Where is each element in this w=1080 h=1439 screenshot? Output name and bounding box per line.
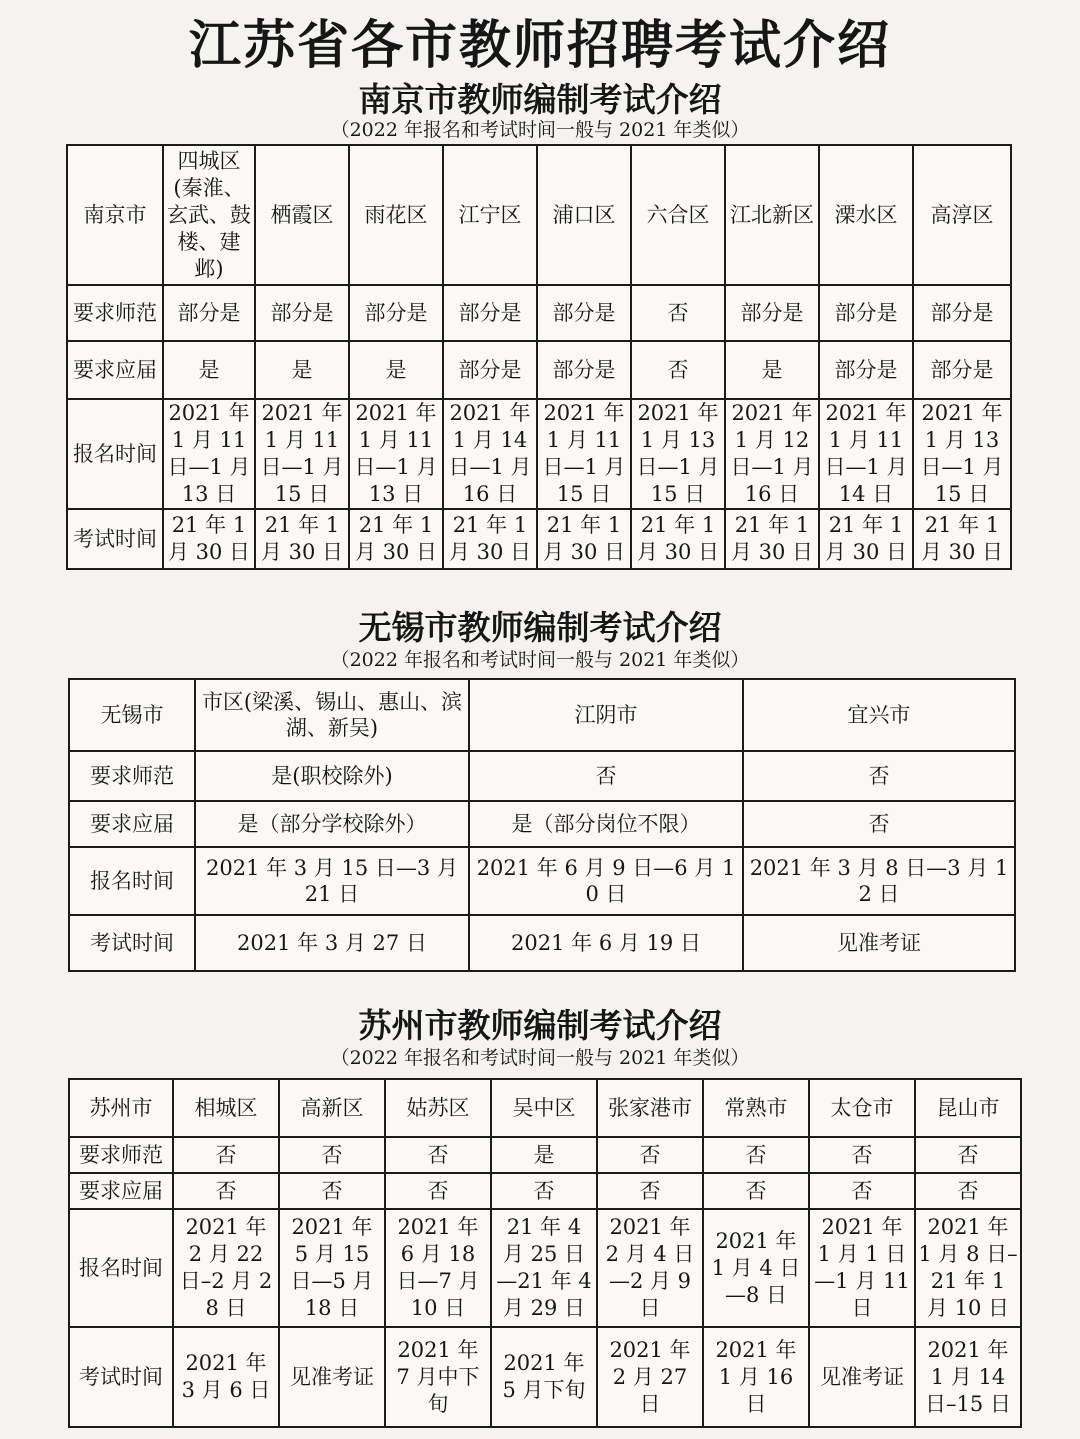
table-cell: 2021 年 6 月 9 日—6 月 10 日 xyxy=(469,847,743,915)
table-cell: 2021 年 2 月 4 日—2 月 9 日 xyxy=(597,1209,703,1327)
table-cell: 否 xyxy=(385,1173,491,1209)
table-cell: 2021 年 6 月 19 日 xyxy=(469,915,743,971)
suzhou-col-header: 太仓市 xyxy=(809,1079,915,1137)
nanjing-table xyxy=(66,144,1012,570)
table-row xyxy=(69,1137,1021,1173)
table-cell: 2021 年 1 月 13 日—1 月 15 日 xyxy=(631,399,725,509)
table-cell: 部分是 xyxy=(913,285,1011,341)
suzhou-col-header: 常熟市 xyxy=(703,1079,809,1137)
table-cell: 否 xyxy=(703,1137,809,1173)
table-cell: 2021 年 1 月 11 日—1 月 13 日 xyxy=(163,399,255,509)
table-cell: 21 年 1 月 30 日 xyxy=(725,509,819,569)
table-cell: 部分是 xyxy=(443,285,537,341)
table-row xyxy=(67,399,1011,509)
table-cell: 是 xyxy=(491,1137,597,1173)
nanjing-col-header: 溧水区 xyxy=(819,145,913,285)
table-row xyxy=(69,847,1015,915)
table-cell: 2021 年 1 月 8 日–21 年 1 月 10 日 xyxy=(915,1209,1021,1327)
row-label: 报名时间 xyxy=(69,1209,173,1327)
table-row xyxy=(69,1209,1021,1327)
row-label: 要求师范 xyxy=(69,751,195,801)
table-cell: 部分是 xyxy=(255,285,349,341)
table-cell: 21 年 1 月 30 日 xyxy=(819,509,913,569)
table-row xyxy=(69,751,1015,801)
suzhou-note: （2022 年报名和考试时间一般与 2021 年类似） xyxy=(330,1047,750,1069)
nanjing-col-header: 浦口区 xyxy=(537,145,631,285)
table-row xyxy=(67,341,1011,399)
table-cell: 2021 年 1 月 16 日 xyxy=(703,1327,809,1427)
nanjing-col-header: 栖霞区 xyxy=(255,145,349,285)
table-row xyxy=(67,285,1011,341)
table-cell: 部分是 xyxy=(537,341,631,399)
table-cell: 21 年 1 月 30 日 xyxy=(163,509,255,569)
table-cell: 否 xyxy=(631,285,725,341)
table-cell: 2021 年 1 月 11 日—1 月 15 日 xyxy=(255,399,349,509)
table-cell: 21 年 1 月 30 日 xyxy=(537,509,631,569)
wuxi-col-header: 市区(梁溪、锡山、惠山、滨湖、新吴) xyxy=(195,679,469,751)
suzhou-col-header: 吴中区 xyxy=(491,1079,597,1137)
nanjing-header-row xyxy=(67,145,1011,285)
row-label: 考试时间 xyxy=(69,1327,173,1427)
table-cell: 21 年 1 月 30 日 xyxy=(349,509,443,569)
suzhou-col-header: 高新区 xyxy=(279,1079,385,1137)
nanjing-col-header: 四城区(秦淮、玄武、鼓楼、建邺) xyxy=(163,145,255,285)
wuxi-col-header: 宜兴市 xyxy=(743,679,1015,751)
table-row xyxy=(67,509,1011,569)
nanjing-col-header: 雨花区 xyxy=(349,145,443,285)
wuxi-col-header: 江阴市 xyxy=(469,679,743,751)
suzhou-title: 苏州市教师编制考试介绍 xyxy=(358,1006,722,1045)
nanjing-col-header: 江北新区 xyxy=(725,145,819,285)
nanjing-col-header: 高淳区 xyxy=(913,145,1011,285)
table-cell: 2021 年 2 月 22 日–2 月 28 日 xyxy=(173,1209,279,1327)
table-cell: 21 年 4 月 25 日—21 年 4 月 29 日 xyxy=(491,1209,597,1327)
table-cell: 2021 年 5 月 15 日—5 月 18 日 xyxy=(279,1209,385,1327)
table-cell: 否 xyxy=(597,1173,703,1209)
nanjing-title: 南京市教师编制考试介绍 xyxy=(358,80,722,119)
table-cell: 部分是 xyxy=(725,285,819,341)
table-cell: 2021 年 3 月 6 日 xyxy=(173,1327,279,1427)
table-cell: 是 xyxy=(725,341,819,399)
suzhou-col-header: 张家港市 xyxy=(597,1079,703,1137)
table-cell: 否 xyxy=(173,1137,279,1173)
table-cell: 2021 年 1 月 14 日—1 月 16 日 xyxy=(443,399,537,509)
wuxi-note: （2022 年报名和考试时间一般与 2021 年类似） xyxy=(330,649,750,671)
wuxi-table xyxy=(68,678,1016,972)
table-cell: 见准考证 xyxy=(809,1327,915,1427)
table-cell: 2021 年 1 月 14 日–15 日 xyxy=(915,1327,1021,1427)
suzhou-col-header: 相城区 xyxy=(173,1079,279,1137)
nanjing-corner: 南京市 xyxy=(67,145,163,285)
table-cell: 2021 年 6 月 18 日—7 月 10 日 xyxy=(385,1209,491,1327)
table-cell: 见准考证 xyxy=(279,1327,385,1427)
table-cell: 是（部分岗位不限） xyxy=(469,801,743,847)
suzhou-header-row xyxy=(69,1079,1021,1137)
wuxi-header-row xyxy=(69,679,1015,751)
nanjing-col-header: 江宁区 xyxy=(443,145,537,285)
wuxi-corner: 无锡市 xyxy=(69,679,195,751)
table-cell: 是 xyxy=(255,341,349,399)
row-label: 要求师范 xyxy=(69,1137,173,1173)
table-cell: 21 年 1 月 30 日 xyxy=(255,509,349,569)
table-cell: 见准考证 xyxy=(743,915,1015,971)
table-cell: 否 xyxy=(173,1173,279,1209)
suzhou-col-header: 昆山市 xyxy=(915,1079,1021,1137)
row-label: 要求师范 xyxy=(67,285,163,341)
table-cell: 部分是 xyxy=(443,341,537,399)
table-cell: 是 xyxy=(349,341,443,399)
row-label: 要求应届 xyxy=(67,341,163,399)
table-cell: 否 xyxy=(703,1173,809,1209)
table-cell: 是 xyxy=(163,341,255,399)
table-cell: 否 xyxy=(743,801,1015,847)
table-cell: 2021 年 3 月 15 日—3 月 21 日 xyxy=(195,847,469,915)
table-cell: 否 xyxy=(915,1173,1021,1209)
table-row xyxy=(69,915,1015,971)
table-cell: 否 xyxy=(279,1173,385,1209)
table-row xyxy=(69,801,1015,847)
table-cell: 2021 年 1 月 11 日—1 月 15 日 xyxy=(537,399,631,509)
row-label: 要求应届 xyxy=(69,1173,173,1209)
suzhou-corner: 苏州市 xyxy=(69,1079,173,1137)
table-cell: 是(职校除外) xyxy=(195,751,469,801)
table-cell: 2021 年 1 月 12 日—1 月 16 日 xyxy=(725,399,819,509)
suzhou-col-header: 姑苏区 xyxy=(385,1079,491,1137)
table-cell: 2021 年 7 月中下旬 xyxy=(385,1327,491,1427)
row-label: 要求应届 xyxy=(69,801,195,847)
suzhou-table xyxy=(68,1078,1022,1428)
row-label: 报名时间 xyxy=(67,399,163,509)
table-cell: 部分是 xyxy=(819,285,913,341)
table-cell: 2021 年 3 月 8 日—3 月 12 日 xyxy=(743,847,1015,915)
table-cell: 否 xyxy=(385,1137,491,1173)
table-cell: 21 年 1 月 30 日 xyxy=(913,509,1011,569)
table-cell: 部分是 xyxy=(913,341,1011,399)
nanjing-col-header: 六合区 xyxy=(631,145,725,285)
table-cell: 否 xyxy=(743,751,1015,801)
nanjing-note: （2022 年报名和考试时间一般与 2021 年类似） xyxy=(330,119,750,141)
table-cell: 21 年 1 月 30 日 xyxy=(631,509,725,569)
row-label: 报名时间 xyxy=(69,847,195,915)
table-cell: 2021 年 5 月下旬 xyxy=(491,1327,597,1427)
table-cell: 2021 年 1 月 13 日—1 月 15 日 xyxy=(913,399,1011,509)
table-cell: 否 xyxy=(809,1173,915,1209)
table-cell: 2021 年 1 月 11 日—1 月 13 日 xyxy=(349,399,443,509)
table-cell: 否 xyxy=(597,1137,703,1173)
table-cell: 部分是 xyxy=(819,341,913,399)
table-cell: 部分是 xyxy=(163,285,255,341)
table-cell: 否 xyxy=(915,1137,1021,1173)
table-cell: 否 xyxy=(631,341,725,399)
table-row xyxy=(69,1327,1021,1427)
table-cell: 否 xyxy=(491,1173,597,1209)
wuxi-title: 无锡市教师编制考试介绍 xyxy=(358,608,722,647)
table-row xyxy=(69,1173,1021,1209)
table-cell: 2021 年 3 月 27 日 xyxy=(195,915,469,971)
table-cell: 否 xyxy=(469,751,743,801)
table-cell: 否 xyxy=(279,1137,385,1173)
table-cell: 部分是 xyxy=(537,285,631,341)
table-cell: 2021 年 1 月 11 日—1 月 14 日 xyxy=(819,399,913,509)
table-cell: 2021 年 1 月 1 日—1 月 11 日 xyxy=(809,1209,915,1327)
table-cell: 部分是 xyxy=(349,285,443,341)
table-cell: 是（部分学校除外） xyxy=(195,801,469,847)
table-cell: 2021 年 1 月 4 日—8 日 xyxy=(703,1209,809,1327)
row-label: 考试时间 xyxy=(67,509,163,569)
table-cell: 21 年 1 月 30 日 xyxy=(443,509,537,569)
main-title: 江苏省各市教师招聘考试介绍 xyxy=(188,16,891,76)
table-cell: 2021 年 2 月 27 日 xyxy=(597,1327,703,1427)
table-cell: 否 xyxy=(809,1137,915,1173)
row-label: 考试时间 xyxy=(69,915,195,971)
